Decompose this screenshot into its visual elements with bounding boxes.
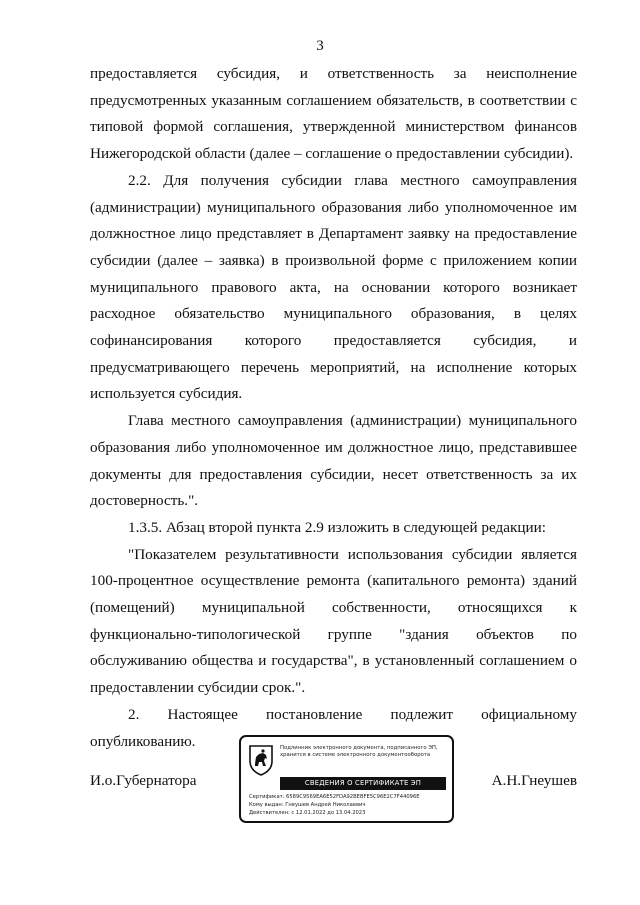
certificate-validity: Действителен: с 12.01.2022 до 13.04.2023 [249,809,366,816]
stamp-details [249,794,449,817]
certificate-number: Сертификат: 6589C9569EA6E52FDA92BEBFE5C96E2C7F44096E [249,794,420,800]
stamp-header: СВЕДЕНИЯ О СЕРТИФИКАТЕ ЭП [280,777,446,790]
paragraph: 2.2. Для получения субсидии глава местного самоуправления (администрации) муниципального образования либо уполномоченное им должностное лицо представляет в Департамент заявку на предоставление субсидии (далее – заявка) в произвольной форме с приложением копии муниципального правового акта, на основании которого возникает расходное обязательство муниципального образования, в целях софинансирования которого предоставляется субсидия, и предусматривающего перечень мероприятий, на исполнение которых используется субсидия. [90,171,577,403]
document-body [90,61,577,755]
signer-name: А.Н.Гнеушев [491,772,577,789]
paragraph: "Показателем результативности использования субсидии является 100-процентное осуществление ремонта (капитального ремонта) зданий (помещений) муниципальной собственности, относящихся к функционально-типологической группе "здания объектов по обслуживанию общества и государства", в установленный соглашением о предоставлении субсидии срок.". [90,545,577,697]
paragraph: 2. Настоящее постановление подлежит официальному опубликованию. [90,705,577,750]
stamp-notice [280,745,448,759]
certificate-owner: Кому выдан: Гнеушев Андрей Николаевич [249,801,366,808]
paragraph: 1.3.5. Абзац второй пункта 2.9 изложить в следующей редакции: [128,518,547,536]
electronic-signature-stamp [239,735,454,823]
stamp-notice-line: Подлинник электронного документа, подписанного ЭП, [280,745,438,751]
paragraph: Глава местного самоуправления (администрации) муниципального образования либо уполномоченное им должностное лицо, представившее документы для предоставления субсидии, несет ответственность за их достоверность.". [90,412,577,510]
page-number: 3 [316,38,324,54]
signer-title: И.о.Губернатора [90,772,197,789]
paragraph: предоставляется субсидия, и ответственность за неисполнение предусмотренных указанным соглашением обязательств, в соответствии с типовой формой соглашения, утвержденной министерством финансов Нижегородской области (далее – соглашение о предоставлении субсидии). [90,65,577,163]
stamp-notice-line: хранится в системе электронного документооборота [280,752,431,758]
coat-of-arms-icon [248,744,274,776]
